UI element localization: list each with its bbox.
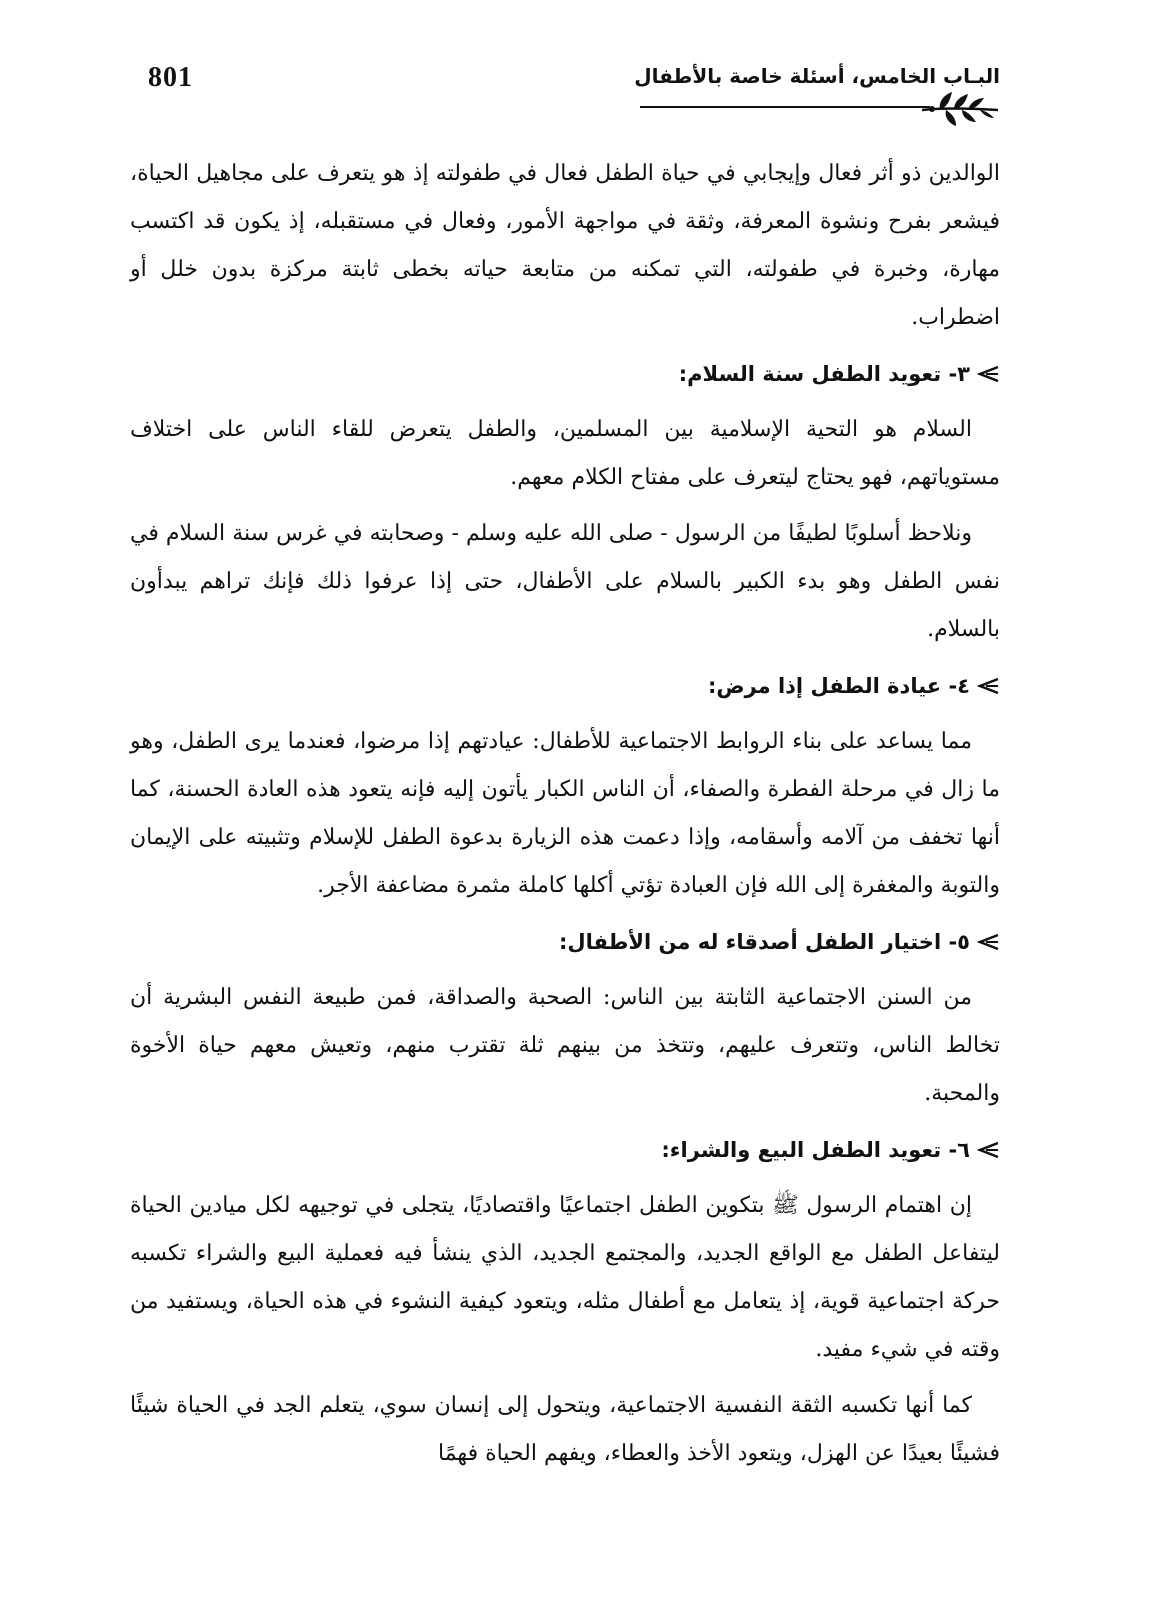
section-heading-4-text: ٤- عيادة الطفل إذا مرض: xyxy=(707,674,970,698)
leaf-branch-icon xyxy=(920,88,1000,130)
section-heading-3 xyxy=(130,350,1000,398)
header-rule xyxy=(640,106,930,108)
section-heading-6 xyxy=(130,1126,1000,1174)
arrow-bullet-icon xyxy=(974,932,1000,952)
section-heading-6-text: ٦- تعويد الطفل البيع والشراء: xyxy=(661,1138,970,1162)
paragraph-3: ونلاحظ أسلوبًا لطيفًا من الرسول - صلى الله عليه وسلم - وصحابته في غرس سنة السلام في نفس الطفل وهو بدء الكبير بالسلام على الأطفال، حتى إذا عرفوا ذلك فإنك تراهم يبدأون بالسلام. xyxy=(130,521,1000,642)
arrow-bullet-icon xyxy=(974,364,1000,384)
paragraph-1: الوالدين ذو أثر فعال وإيجابي في حياة الطفل فعال في طفولته إذ هو يتعرف على مجاهيل الحياة، فيشعر بفرح ونشوة المعرفة، وثقة في مواجهة الأمور، وفعال في مستقبله، إذ يكون قد اكتسب مهارة، وخبرة في طفولته، التي تمكنه من متابعة حياته بخطى ثابتة مركزة بدون خلل أو اضطراب. xyxy=(130,161,1000,330)
page-header xyxy=(130,60,1000,130)
paragraph-2: السلام هو التحية الإسلامية بين المسلمين، والطفل يتعرض للقاء الناس على اختلاف مستوياتهم، فهو يحتاج ليتعرف على مفتاح الكلام معهم. xyxy=(130,417,1000,490)
running-title: البـاب الخامس، أسئلة خاصة بالأطفال xyxy=(634,64,1000,88)
section-heading-3-text: ٣- تعويد الطفل سنة السلام: xyxy=(678,362,970,386)
page-content xyxy=(130,150,1000,1486)
arrow-bullet-icon xyxy=(974,676,1000,696)
paragraph-6: إن اهتمام الرسول ﷺ بتكوين الطفل اجتماعيًا واقتصاديًا، يتجلى في توجيهه لكل ميادين الحياة ليتفاعل الطفل مع الواقع الجديد، والمجتمع الجديد، الذي ينشأ فيه فعملية البيع والشراء تكسبه حركة اجتماعية قوية، إذ يتعامل مع أطفال مثله، ويتعود كيفية النشوء في هذه الحياة، ويستفيد من وقته في شيء مفيد. xyxy=(130,1193,1000,1362)
paragraph-7: كما أنها تكسبه الثقة النفسية الاجتماعية، ويتحول إلى إنسان سوي، يتعلم الجد في الحياة شيئًا فشيئًا بعيدًا عن الهزل، ويتعود الأخذ والعطاء، ويفهم الحياة فهمًا xyxy=(130,1393,1000,1466)
paragraph-4: مما يساعد على بناء الروابط الاجتماعية للأطفال: عيادتهم إذا مرضوا، فعندما يرى الطفل، وهو ما زال في مرحلة الفطرة والصفاء، أن الناس الكبار يأتون إليه فإنه يتعود هذه العادة الحسنة، كما أنها تخفف من آلامه وأسقامه، وإذا دعمت هذه الزيارة بدعوة الطفل للإسلام وتثبيته على الإيمان والتوبة والمغفرة إلى الله فإن العبادة تؤتي أكلها كاملة مثمرة مضاعفة الأجر. xyxy=(130,729,1000,898)
page-number: 801 xyxy=(148,62,193,93)
section-heading-5-text: ٥- اختيار الطفل أصدقاء له من الأطفال: xyxy=(558,930,970,954)
paragraph-5: من السنن الاجتماعية الثابتة بين الناس: الصحبة والصداقة، فمن طبيعة النفس البشرية أن تخالط الناس، وتتعرف عليهم، وتتخذ من بينهم ثلة تقترب منهم، وتعيش معهم حياة الأخوة والمحبة. xyxy=(130,985,1001,1106)
section-heading-4 xyxy=(130,662,1000,710)
arrow-bullet-icon xyxy=(974,1140,1000,1160)
section-heading-5 xyxy=(130,918,1000,966)
